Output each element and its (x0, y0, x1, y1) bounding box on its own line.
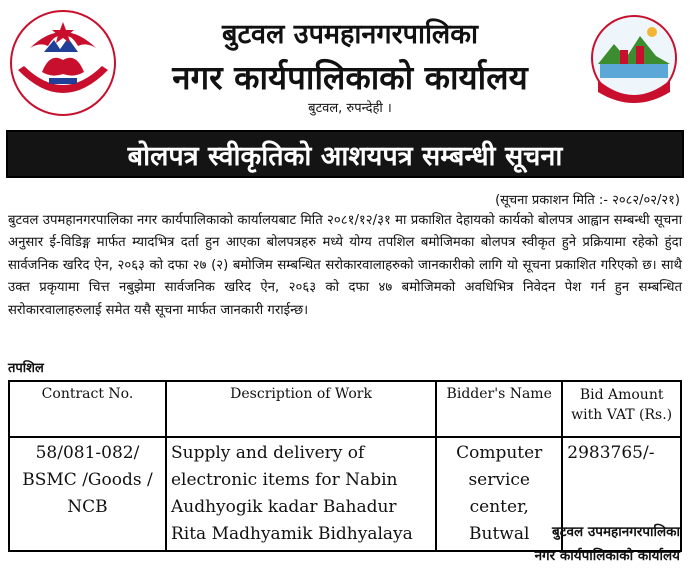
org-name: बुटवल उपमहानगरपालिका (222, 19, 478, 50)
header-bidder: Bidder's Name (436, 381, 562, 437)
butwal-municipality-logo-icon (590, 14, 678, 114)
header-contract-no: Contract No. (9, 381, 166, 437)
table-header-row (9, 381, 681, 437)
office-address: बुटवल, रुपन्देही । (308, 101, 392, 116)
signature-office: नगर कार्यपालिकाको कार्यालय (534, 548, 680, 564)
tapasil-label: तपशिल (8, 361, 44, 376)
cell-description: Supply and delivery of electronic items for Nabin Audhyogik kadar Bahadur Rita Madhyamik Bidhyalaya (166, 437, 436, 551)
notice-body: बुटवल उपमहानगरपालिका नगर कार्यपालिकाको कार्यालयबाट मिति २०८१/१२/३१ मा प्रकाशित देहायको कार्यको बोलपत्र आह्वान सम्बन्धी सूचना अनुसार ई-विडिङ्ग मार्फत म्यादभित्र दर्ता हुन आएका बोलपत्रहरु मध्ये योग्य तपशिल बमोजिमका बोलपत्र स्वीकृत हुने प्रक्रियामा रहेको हुंदा सार्वजनिक खरिद ऐन, २०६३ को दफा २७ (२) बमोजिम सम्बन्धित सरोकारवालाहरुको जानकारीको लागि यो सूचना प्रकाशित गरिएको छ। साथै उक्त प्रकृयामा चित्त नबुझेमा सार्वजनिक खरिद ऐन, २०६३ को दफा ४७ बमोजिमको अवधिभित्र निवेदन पेश गर्न हुन सम्बन्धित सरोकारवालाहरुलाई समेत यसै सूचना मार्फत जानकारी गराईन्छ। (8, 213, 682, 318)
notice-title-banner: बोलपत्र स्वीकृतिको आशयपत्र सम्बन्धी सूचना (6, 130, 684, 178)
nepal-government-emblem-icon (8, 8, 118, 118)
header-amount: Bid Amount with VAT (Rs.) (562, 381, 681, 437)
cell-amount: 2983765/- (562, 437, 681, 551)
header-description: Description of Work (166, 381, 436, 437)
cell-bidder: Computer service center, Butwal (436, 437, 562, 551)
office-name: नगर कार्यपालिकाको कार्यालय (172, 58, 528, 97)
letterhead (0, 0, 690, 128)
signature-org: बुटवल उपमहानगरपालिका (552, 524, 680, 540)
cell-contract-no: 58/081-082/ BSMC /Goods / NCB (9, 437, 166, 551)
publish-date: (सूचना प्रकाशन मिति :- २०८२/०२/२१) (495, 193, 680, 208)
